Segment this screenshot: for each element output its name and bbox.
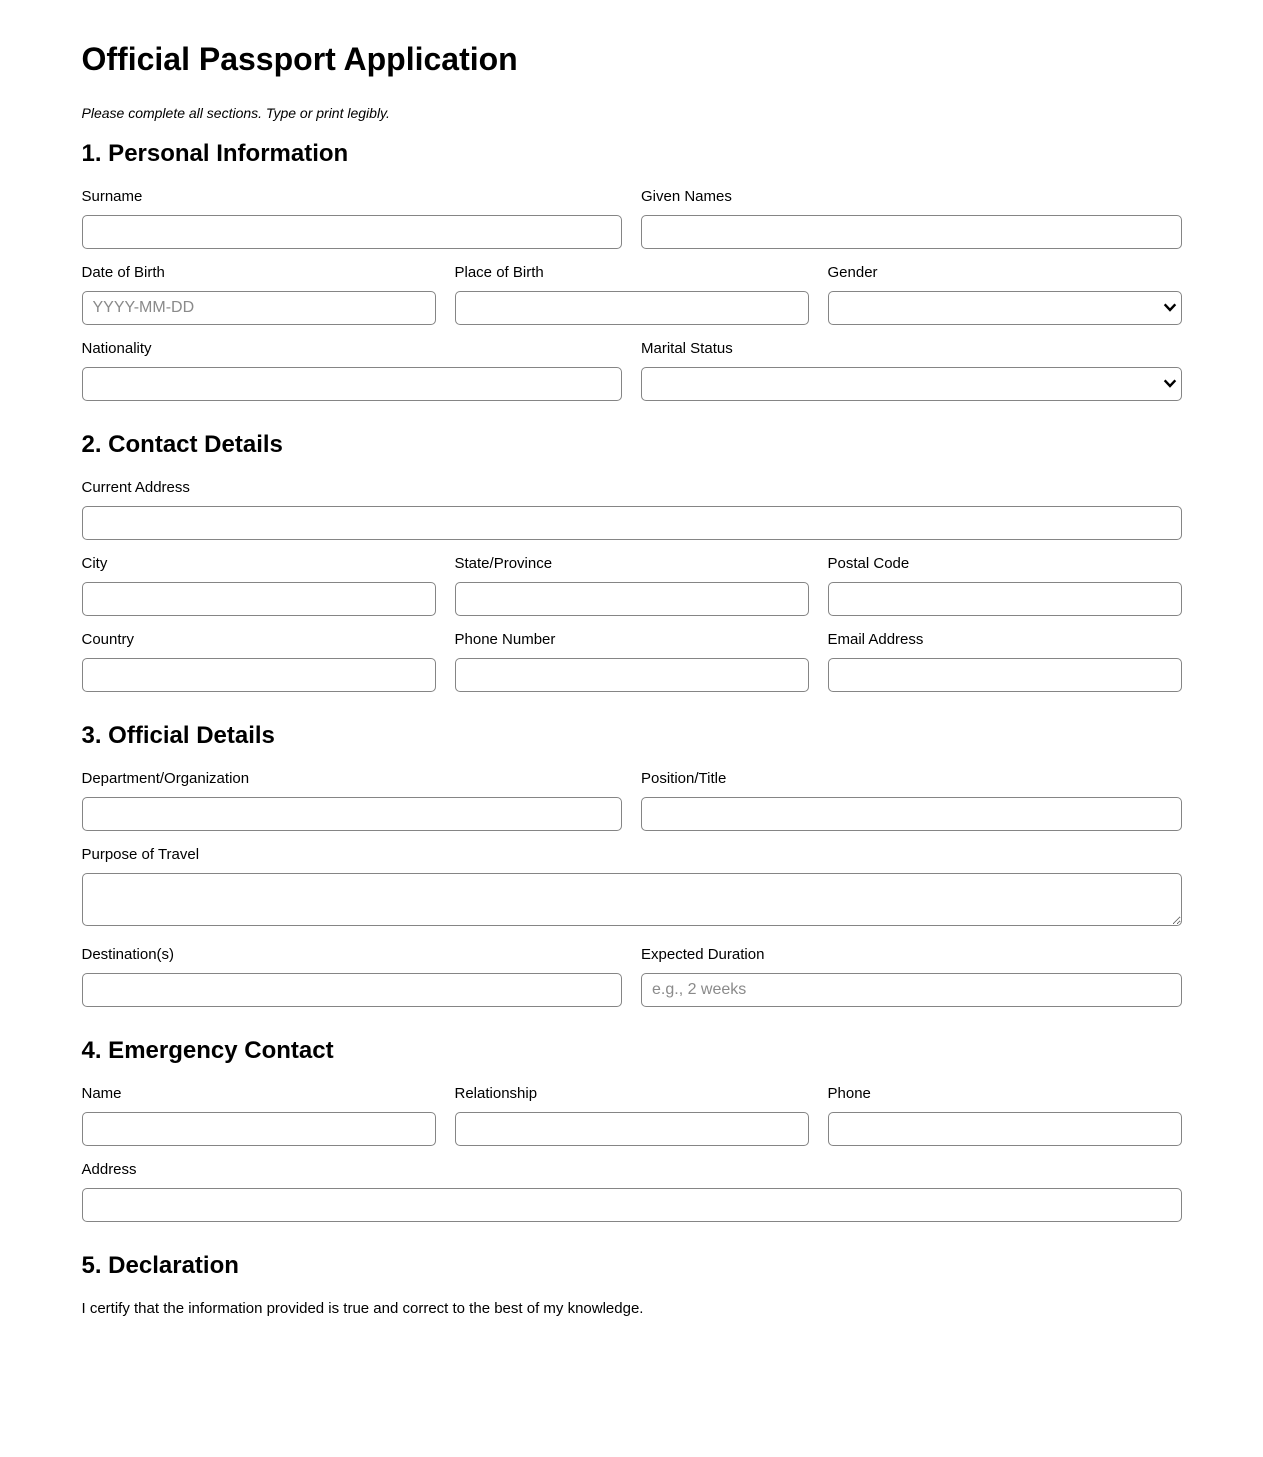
gender-select-wrap: [828, 291, 1182, 325]
department-field-group: [82, 770, 623, 831]
gender-label: Gender: [827, 264, 878, 281]
position-title-input[interactable]: [641, 797, 1182, 831]
city-label: City: [81, 555, 108, 572]
marital-status-label: Marital Status: [641, 340, 733, 357]
relationship-input[interactable]: [455, 1112, 809, 1146]
emergency-name-field-group: [82, 1085, 436, 1146]
state-province-input[interactable]: [455, 582, 809, 616]
purpose-of-travel-textarea[interactable]: [82, 873, 1182, 926]
given-names-field-group: [641, 188, 1182, 249]
personal-row-2: [82, 264, 1182, 325]
emergency-phone-input[interactable]: [828, 1112, 1182, 1146]
destinations-field-group: [82, 946, 623, 1007]
date-of-birth-input[interactable]: [82, 291, 436, 325]
marital-status-select-wrap: [641, 367, 1182, 401]
phone-number-field-group: [455, 631, 809, 692]
emergency-contact-heading: 4. Emergency Contact: [81, 1037, 334, 1064]
phone-number-input[interactable]: [455, 658, 809, 692]
official-row-2: [82, 946, 1182, 1007]
city-field-group: [82, 555, 436, 616]
country-label: Country: [81, 631, 135, 648]
emergency-address-input[interactable]: [82, 1188, 1182, 1222]
phone-number-label: Phone Number: [454, 631, 556, 648]
emergency-phone-label: Phone: [827, 1085, 871, 1102]
marital-status-select[interactable]: [641, 367, 1182, 401]
postal-code-field-group: [828, 555, 1182, 616]
official-row-1: [82, 770, 1182, 831]
emergency-name-input[interactable]: [82, 1112, 436, 1146]
department-input[interactable]: [82, 797, 623, 831]
destinations-label: Destination(s): [81, 946, 175, 963]
emergency-row-1: [82, 1085, 1182, 1146]
form-content: [82, 0, 1182, 1318]
personal-row-3: [82, 340, 1182, 401]
nationality-label: Nationality: [81, 340, 152, 357]
emergency-address-field-group: [82, 1161, 1182, 1222]
emergency-address-label: Address: [81, 1161, 137, 1178]
surname-label: Surname: [81, 188, 143, 205]
email-address-field-group: [828, 631, 1182, 692]
form-instructions: Please complete all sections. Type or print legibly.: [81, 105, 390, 121]
gender-field-group: [828, 264, 1182, 325]
declaration-heading: 5. Declaration: [81, 1252, 239, 1279]
contact-details-heading: 2. Contact Details: [81, 431, 283, 458]
country-field-group: [82, 631, 436, 692]
nationality-field-group: [82, 340, 623, 401]
state-province-field-group: [455, 555, 809, 616]
relationship-field-group: [455, 1085, 809, 1146]
contact-row-1: [82, 555, 1182, 616]
contact-row-2: [82, 631, 1182, 692]
marital-status-field-group: [641, 340, 1182, 401]
state-province-label: State/Province: [454, 555, 553, 572]
place-of-birth-field-group: [455, 264, 809, 325]
expected-duration-label: Expected Duration: [641, 946, 765, 963]
position-title-field-group: [641, 770, 1182, 831]
personal-information-heading: 1. Personal Information: [81, 140, 349, 167]
surname-field-group: [82, 188, 623, 249]
current-address-input[interactable]: [82, 506, 1182, 540]
official-details-heading: 3. Official Details: [81, 722, 275, 749]
place-of-birth-label: Place of Birth: [454, 264, 544, 281]
email-address-input[interactable]: [828, 658, 1182, 692]
emergency-phone-field-group: [828, 1085, 1182, 1146]
country-input[interactable]: [82, 658, 436, 692]
declaration-text: I certify that the information provided is true and correct to the best of my knowledge.: [81, 1300, 644, 1317]
relationship-label: Relationship: [454, 1085, 538, 1102]
emergency-name-label: Name: [81, 1085, 122, 1102]
given-names-input[interactable]: [641, 215, 1182, 249]
personal-row-1: [82, 188, 1182, 249]
position-title-label: Position/Title: [641, 770, 727, 787]
surname-input[interactable]: [82, 215, 623, 249]
postal-code-input[interactable]: [828, 582, 1182, 616]
date-of-birth-label: Date of Birth: [81, 264, 165, 281]
gender-select[interactable]: [828, 291, 1182, 325]
postal-code-label: Postal Code: [827, 555, 910, 572]
place-of-birth-input[interactable]: [455, 291, 809, 325]
expected-duration-field-group: [641, 946, 1182, 1007]
page-title: Official Passport Application: [81, 41, 518, 77]
destinations-input[interactable]: [82, 973, 623, 1007]
given-names-label: Given Names: [641, 188, 732, 205]
nationality-input[interactable]: [82, 367, 623, 401]
purpose-of-travel-label: Purpose of Travel: [81, 846, 200, 863]
current-address-field-group: [82, 479, 1182, 540]
city-input[interactable]: [82, 582, 436, 616]
purpose-of-travel-field-group: [82, 846, 1182, 931]
date-of-birth-field-group: [82, 264, 436, 325]
email-address-label: Email Address: [827, 631, 924, 648]
current-address-label: Current Address: [81, 479, 190, 496]
expected-duration-input[interactable]: [641, 973, 1182, 1007]
department-label: Department/Organization: [81, 770, 250, 787]
